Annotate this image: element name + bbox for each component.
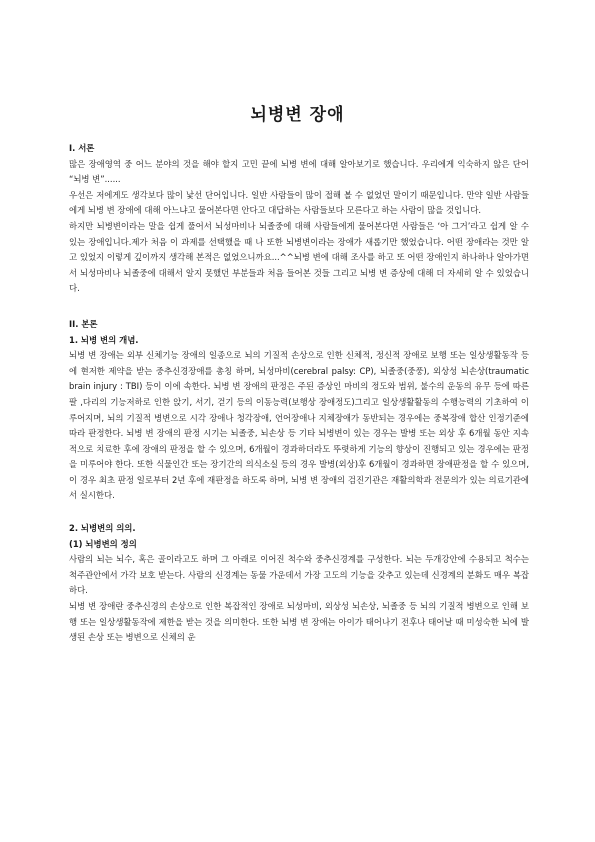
document-title: 뇌병변 장애 — [250, 105, 345, 125]
intro-paragraph-3: 하지만 뇌병변이라는 말을 쉽게 풀어서 뇌성마비나 뇌졸중에 대해 사람들에게 물어본다면 사람들은 ‘아 그거’라고 쉽게 알 수 있는 장애입니다.제가 처음 이 과제를 선택했을 때 나 또한 뇌병변이라는 장애가 새롭기만 했었습니다. 어떤 장애라는 것만 알고 있었지 이렇게 깊이까지 생각해 본적은 없었으니까요...^^뇌병 변에 대해 조사를 하고 또 어떤 장애인지 하나하나 알아가면서 뇌성마비나 뇌졸중에 대해서 알지 못했던 부분들과 처음 들어본 것들 그리고 뇌병 변 증상에 대해 더 자세히 알 수 있었습니다. — [69, 220, 529, 294]
section-1-paragraph: 뇌병 변 장애는 외부 신체기능 장애의 일종으로 뇌의 기질적 손상으로 인한 신체적, 정신적 장애로 보행 또는 일상생활동작 등에 현저한 제약을 받는 중추신경장애를 총칭 하며, 뇌성마비(cerebral palsy: CP), 뇌졸중(중풍), 외상성 뇌손상(traumatic brain injury : TBI) 등이 이에 속한다. 뇌병 변 장애의 판정은 주된 증상인 마비의 정도와 범위, 불수의 운동의 유무 등에 따른 팔 ,다리의 기능저하로 인한 앉기, 서기, 걷기 등의 이동능력(보행상 장애정도)그리고 일상생활활동의 수행능력의 기초하여 이루어지며, 뇌의 기질적 병변으로 시각 장애나 청각장애, 언어장애나 지체장애가 동반되는 경우에는 중복장애 합산 인정기준에 따라 판정한다. 뇌병 변 장애의 판정 시기는 뇌졸중, 뇌손상 등 기타 뇌병변이 있는 경우는 발병 또는 외상 후 6개월 동안 지속적으로 치료한 후에 장애의 판정을 할 수 있으며, 6개월이 경과하더라도 뚜렷하게 기능의 향상이 진행되고 있는 경우에는 판정을 미루어야 한다. 또한 식물인간 또는 장기간의 의식소실 등의 경우 발병(외상)후 6개월이 경과하면 장애판정을 할 수 있으며, 이 경우 최초 판정 일로부터 2년 후에 재판정을 하도록 하며, 뇌병 변 장애의 검진기관은 재활의학과 전문의가 있는 의료기관에서 실시한다. — [69, 350, 529, 501]
intro-heading: I. 서론 — [69, 143, 95, 153]
section-2-paragraph-1: 사람의 뇌는 뇌수, 혹은 골이라고도 하며 그 아래로 이어진 척수와 중추신경계를 구성한다. 뇌는 두개강안에 수용되고 척수는 척주관안에서 가각 보호 받는다. 사람의 신경계는 동물 가운데서 가장 고도의 기능을 갖추고 있는데 신경계의 분화도 매우 복잡하다. — [69, 554, 529, 596]
section-spacer — [69, 297, 529, 317]
section-2-heading: 2. 뇌병변의 의의. — [69, 523, 136, 534]
document-body — [69, 141, 529, 646]
body-heading: II. 본론 — [69, 318, 98, 329]
section-2-paragraph-2: 뇌병 변 장애란 중추신경의 손상으로 인한 복잡적인 장애로 뇌성마비, 외상성 뇌손상, 뇌졸중 등 뇌의 기질적 병변으로 인해 보행 또는 일상생활동작에 제한을 받는 것을 의미한다. 또한 뇌병 변 장애는 아이가 태어나기 전후나 태어날 때 미성숙한 뇌에 발생된 손상 또는 병변으로 신체의 운 — [69, 601, 529, 643]
section-2-subheading: (1) 뇌병변의 정의 — [69, 538, 137, 549]
intro-paragraph-2: 우선은 저에게도 생각보다 많이 낯선 단어입니다. 일반 사람들이 많이 접해 볼 수 없었던 말이기 때문입니다. 만약 일반 사람들에게 뇌병 변 장애에 대해 아느냐고 물어본다면 안다고 대답하는 사람들보다 모른다고 하는 사람이 많을 것입니다. — [69, 189, 529, 216]
section-spacer — [69, 504, 529, 521]
section-1-heading: 1. 뇌병 변의 개념. — [69, 334, 139, 345]
intro-paragraph-1: 많은 장애영역 중 어느 분야의 것을 해야 할지 고민 끝에 뇌병 변에 대해 알아보기로 했습니다. 우리에게 익숙하지 않은 단어 “뇌병 변”...... — [69, 158, 529, 185]
